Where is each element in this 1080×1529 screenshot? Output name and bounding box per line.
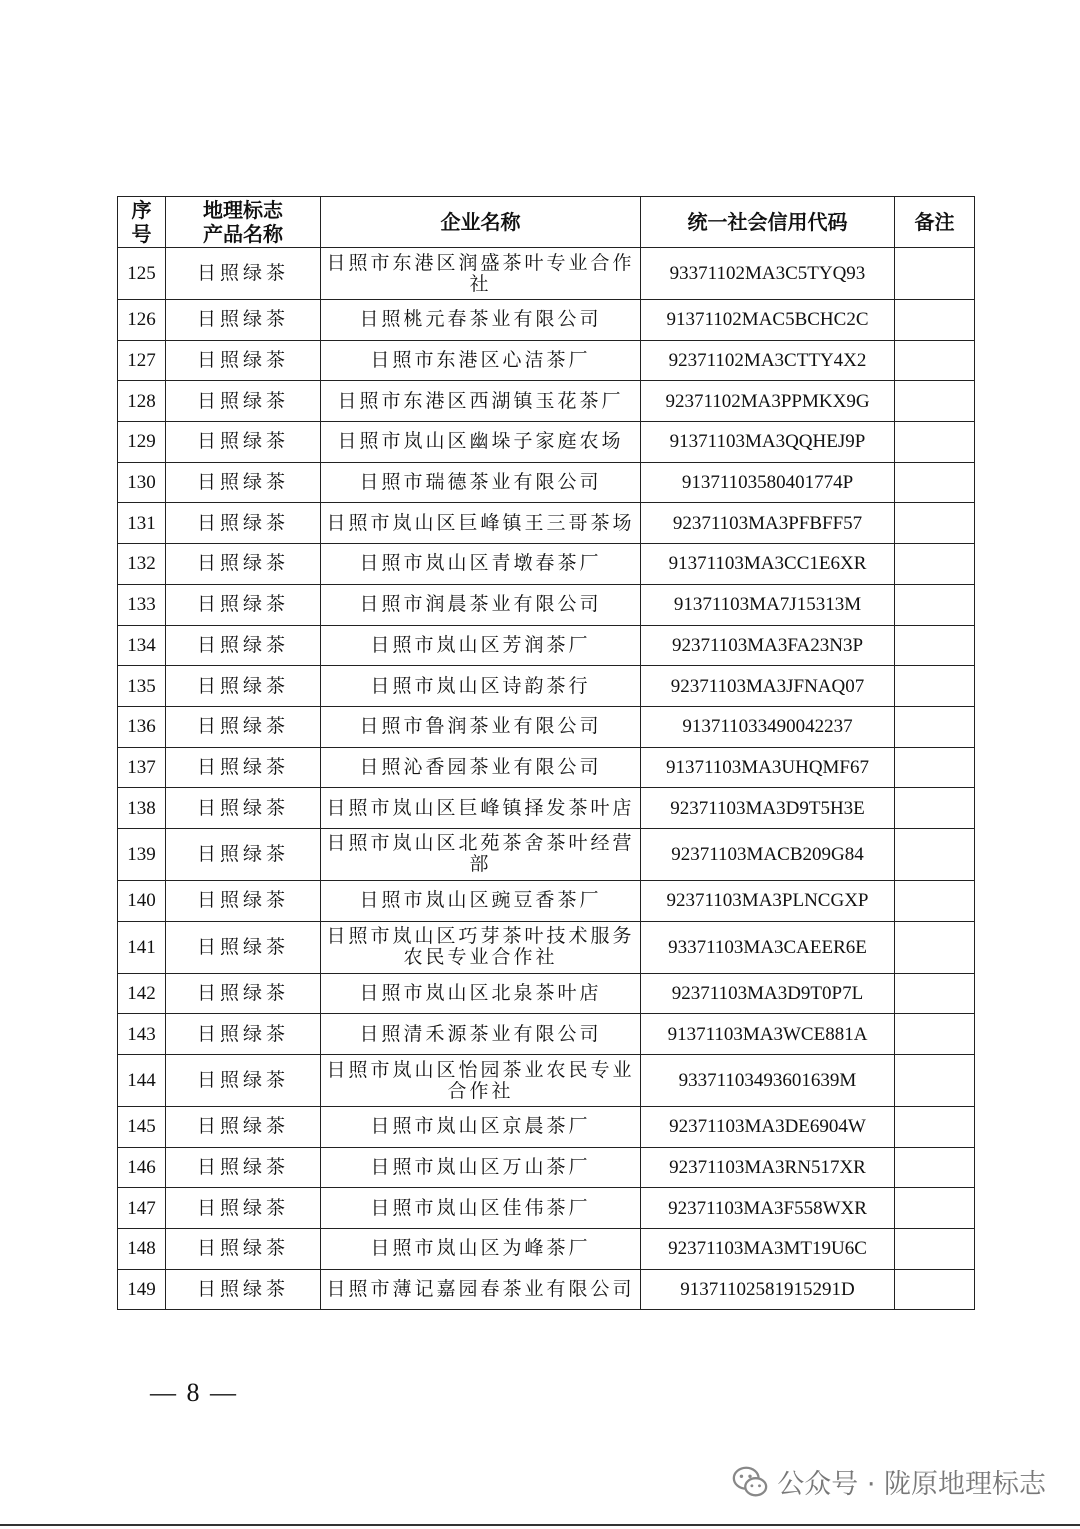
row-remarks [895,503,975,544]
row-serial-number: 129 [118,422,166,463]
table-row [118,544,975,585]
row-credit-code: 92371103MA3MT19U6C [641,1229,895,1270]
row-company-name: 日照市岚山区京晨茶厂 [321,1107,641,1148]
row-remarks [895,706,975,747]
row-company-name: 日照市岚山区芳润茶厂 [321,625,641,666]
row-product-name: 日照绿茶 [166,584,321,625]
table-row [118,248,975,300]
table-row [118,788,975,829]
header-product-name: 地理标志 产品名称 [166,197,321,248]
row-product-name: 日照绿茶 [166,300,321,341]
row-credit-code: 93371103493601639M [641,1055,895,1107]
row-product-name: 日照绿茶 [166,625,321,666]
table-row [118,340,975,381]
row-product-name: 日照绿茶 [166,1229,321,1270]
table-row [118,462,975,503]
header-remarks: 备注 [895,197,975,248]
row-product-name: 日照绿茶 [166,921,321,973]
row-serial-number: 138 [118,788,166,829]
row-credit-code: 91371102581915291D [641,1269,895,1310]
row-credit-code: 91371102MAC5BCHC2C [641,300,895,341]
table-header-row [118,197,975,248]
row-company-name: 日照市岚山区佳伟茶厂 [321,1188,641,1229]
row-product-name: 日照绿茶 [166,1147,321,1188]
row-serial-number: 144 [118,1055,166,1107]
row-product-name: 日照绿茶 [166,503,321,544]
row-serial-number: 127 [118,340,166,381]
row-serial-number: 149 [118,1269,166,1310]
row-company-name: 日照市岚山区巨峰镇王三哥茶场 [321,503,641,544]
row-credit-code: 92371103MA3JFNAQ07 [641,666,895,707]
row-product-name: 日照绿茶 [166,1107,321,1148]
table-body [118,248,975,1310]
enterprise-table [117,196,975,1310]
row-company-name: 日照市岚山区巧芽茶叶技术服务农民专业合作社 [321,921,641,973]
header-credit-code: 统一社会信用代码 [641,197,895,248]
row-product-name: 日照绿茶 [166,1055,321,1107]
row-company-name: 日照市鲁润茶业有限公司 [321,706,641,747]
row-remarks [895,1014,975,1055]
header-company-name: 企业名称 [321,197,641,248]
row-serial-number: 131 [118,503,166,544]
row-credit-code: 92371102MA3CTTY4X2 [641,340,895,381]
table-row [118,381,975,422]
row-company-name: 日照市岚山区豌豆香茶厂 [321,880,641,921]
table-row [118,584,975,625]
row-remarks [895,1107,975,1148]
row-credit-code: 91371103580401774P [641,462,895,503]
row-serial-number: 126 [118,300,166,341]
row-remarks [895,248,975,300]
row-credit-code: 91371103MA3WCE881A [641,1014,895,1055]
row-remarks [895,300,975,341]
row-credit-code: 913711033490042237 [641,706,895,747]
row-credit-code: 91371103MA3QQHEJ9P [641,422,895,463]
row-remarks [895,1229,975,1270]
table-row [118,625,975,666]
row-product-name: 日照绿茶 [166,973,321,1014]
row-remarks [895,921,975,973]
table-row [118,1055,975,1107]
row-credit-code: 92371103MACB209G84 [641,828,895,880]
row-serial-number: 141 [118,921,166,973]
row-credit-code: 93371103MA3CAEER6E [641,921,895,973]
row-company-name: 日照桃元春茶业有限公司 [321,300,641,341]
row-company-name: 日照市岚山区巨峰镇择发茶叶店 [321,788,641,829]
row-company-name: 日照市岚山区为峰茶厂 [321,1229,641,1270]
row-credit-code: 92371103MA3DE6904W [641,1107,895,1148]
watermark [731,1462,1046,1501]
row-product-name: 日照绿茶 [166,248,321,300]
page-number: — 8 — [150,1378,238,1407]
row-serial-number: 132 [118,544,166,585]
table-row [118,880,975,921]
row-product-name: 日照绿茶 [166,880,321,921]
row-remarks [895,880,975,921]
row-remarks [895,544,975,585]
row-company-name: 日照市东港区心洁茶厂 [321,340,641,381]
row-company-name: 日照市岚山区诗韵茶行 [321,666,641,707]
row-product-name: 日照绿茶 [166,1188,321,1229]
row-serial-number: 148 [118,1229,166,1270]
row-company-name: 日照市岚山区万山茶厂 [321,1147,641,1188]
row-serial-number: 130 [118,462,166,503]
table-row [118,1014,975,1055]
row-product-name: 日照绿茶 [166,747,321,788]
row-product-name: 日照绿茶 [166,462,321,503]
row-serial-number: 133 [118,584,166,625]
row-credit-code: 93371102MA3C5TYQ93 [641,248,895,300]
row-credit-code: 92371103MA3FA23N3P [641,625,895,666]
row-serial-number: 139 [118,828,166,880]
row-serial-number: 135 [118,666,166,707]
row-product-name: 日照绿茶 [166,340,321,381]
row-remarks [895,1055,975,1107]
row-credit-code: 92371103MA3PFBFF57 [641,503,895,544]
row-company-name: 日照市岚山区青墩春茶厂 [321,544,641,585]
row-serial-number: 145 [118,1107,166,1148]
row-serial-number: 136 [118,706,166,747]
watermark-text: 公众号 · 陇原地理标志 [777,1469,1046,1500]
table-row [118,1269,975,1310]
row-product-name: 日照绿茶 [166,1014,321,1055]
row-company-name: 日照市薄记嘉园春茶业有限公司 [321,1269,641,1310]
row-company-name: 日照市润晨茶业有限公司 [321,584,641,625]
row-remarks [895,381,975,422]
row-remarks [895,625,975,666]
row-company-name: 日照市岚山区怡园茶业农民专业合作社 [321,1055,641,1107]
table-row [118,1188,975,1229]
table-row [118,666,975,707]
row-company-name: 日照市东港区润盛茶叶专业合作社 [321,248,641,300]
row-remarks [895,462,975,503]
table-row [118,747,975,788]
row-serial-number: 146 [118,1147,166,1188]
row-product-name: 日照绿茶 [166,788,321,829]
row-credit-code: 92371103MA3D9T5H3E [641,788,895,829]
table-row [118,1147,975,1188]
bottom-rule [0,1524,1080,1526]
row-company-name: 日照市岚山区北苑茶舍茶叶经营部 [321,828,641,880]
row-remarks [895,973,975,1014]
row-credit-code: 92371103MA3PLNCGXP [641,880,895,921]
row-serial-number: 128 [118,381,166,422]
row-credit-code: 91371103MA3UHQMF67 [641,747,895,788]
row-serial-number: 140 [118,880,166,921]
row-serial-number: 134 [118,625,166,666]
row-serial-number: 143 [118,1014,166,1055]
row-product-name: 日照绿茶 [166,666,321,707]
row-remarks [895,788,975,829]
table-row [118,921,975,973]
row-credit-code: 92371103MA3D9T0P7L [641,973,895,1014]
row-remarks [895,584,975,625]
row-product-name: 日照绿茶 [166,381,321,422]
row-company-name: 日照市岚山区幽垛子家庭农场 [321,422,641,463]
row-serial-number: 142 [118,973,166,1014]
row-company-name: 日照市东港区西湖镇玉花茶厂 [321,381,641,422]
row-serial-number: 137 [118,747,166,788]
row-company-name: 日照市瑞德茶业有限公司 [321,462,641,503]
row-product-name: 日照绿茶 [166,828,321,880]
row-credit-code: 92371103MA3F558WXR [641,1188,895,1229]
table-row [118,973,975,1014]
row-company-name: 日照市岚山区北泉茶叶店 [321,973,641,1014]
row-remarks [895,1188,975,1229]
row-remarks [895,828,975,880]
table-row [118,1229,975,1270]
row-credit-code: 92371103MA3RN517XR [641,1147,895,1188]
table-row [118,422,975,463]
row-product-name: 日照绿茶 [166,706,321,747]
row-product-name: 日照绿茶 [166,1269,321,1310]
row-remarks [895,1147,975,1188]
row-product-name: 日照绿茶 [166,544,321,585]
header-serial-number: 序 号 [118,197,166,248]
row-remarks [895,1269,975,1310]
wechat-icon [731,1463,769,1501]
table-row [118,706,975,747]
row-credit-code: 92371102MA3PPMKX9G [641,381,895,422]
row-serial-number: 125 [118,248,166,300]
row-company-name: 日照沁香园茶业有限公司 [321,747,641,788]
row-serial-number: 147 [118,1188,166,1229]
table-row [118,828,975,880]
table-row [118,503,975,544]
row-remarks [895,422,975,463]
row-remarks [895,340,975,381]
row-remarks [895,666,975,707]
row-company-name: 日照清禾源茶业有限公司 [321,1014,641,1055]
table-row [118,1107,975,1148]
table-row [118,300,975,341]
row-remarks [895,747,975,788]
row-credit-code: 91371103MA3CC1E6XR [641,544,895,585]
row-product-name: 日照绿茶 [166,422,321,463]
row-credit-code: 91371103MA7J15313M [641,584,895,625]
